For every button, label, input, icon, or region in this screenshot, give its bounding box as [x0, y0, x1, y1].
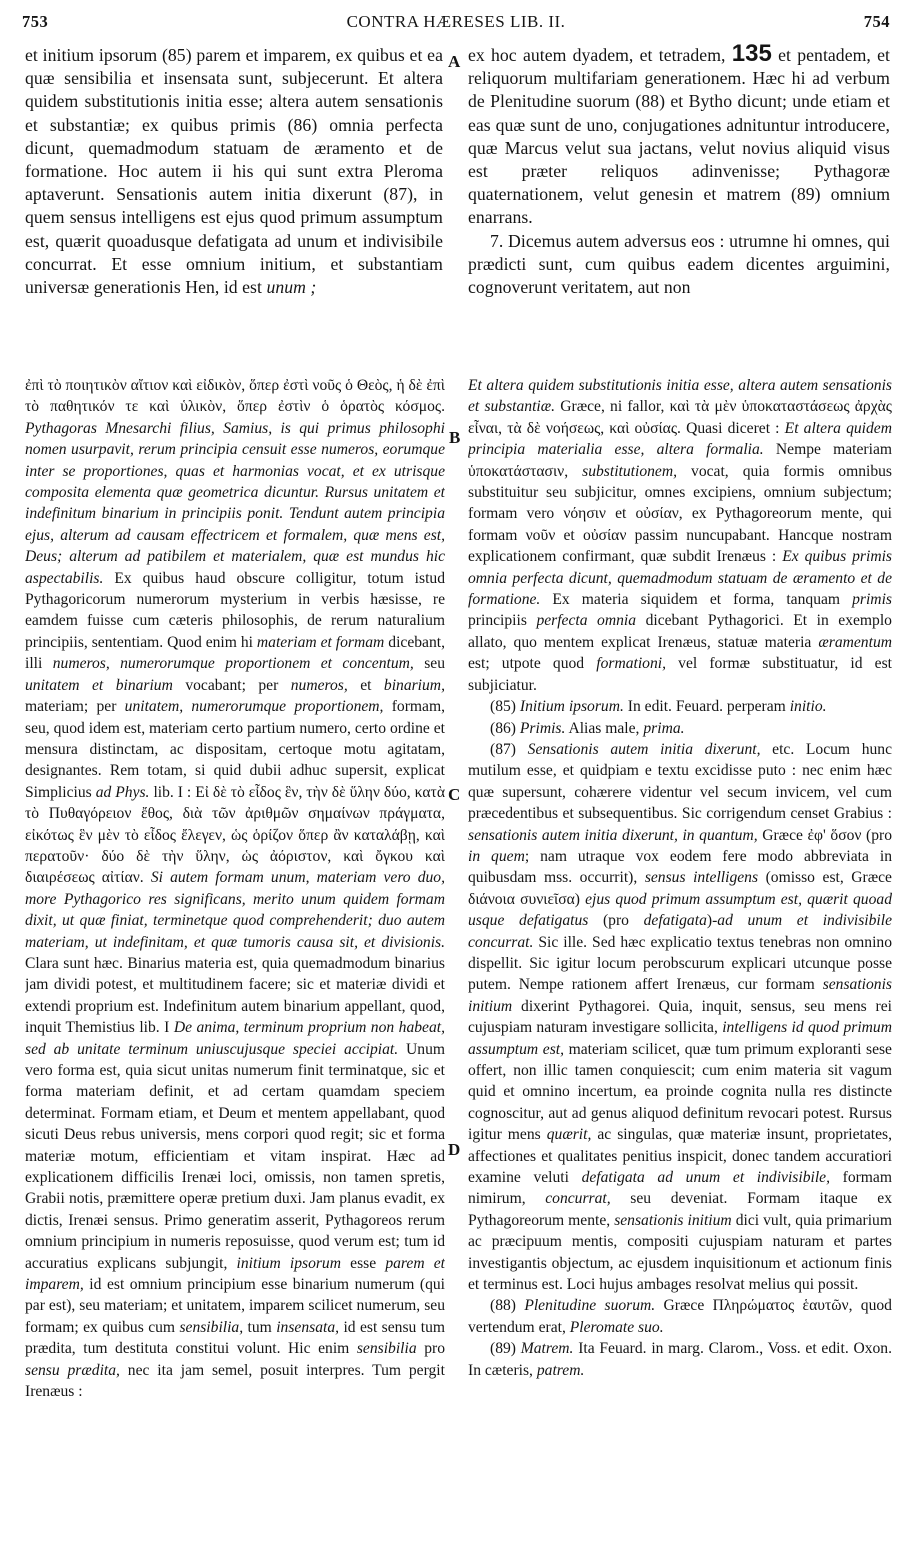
note-text: vocabant; per: [185, 676, 279, 694]
footnote-number: (89): [490, 1340, 516, 1358]
note-italic: sensationis initium: [468, 976, 892, 1015]
footnote-86: [468, 718, 892, 739]
notes-right-column: [468, 375, 892, 1381]
note-italic: primis: [852, 591, 892, 609]
note-text: id est omnium principium esse binarium numerum (qui par est), seu materiam; et unitatem, imparem scilicet numerum, seu formam; ex quibus cum: [25, 1276, 445, 1336]
note-italic: prima.: [643, 719, 685, 737]
main-text-paragraph: [25, 44, 443, 299]
note-text: pro: [424, 1340, 445, 1358]
notes-left-column: [25, 375, 445, 1403]
note-text: materiam; per: [25, 698, 117, 716]
note-italic: Et altera quidem principia materialia esse, altera formalia.: [468, 419, 892, 459]
footnote-number: (86): [490, 719, 516, 737]
note-italic: Matrem.: [520, 1340, 574, 1358]
note-italic: concurrat,: [545, 1190, 611, 1208]
note-text: Alias male,: [568, 719, 640, 737]
note-italic: unitatem et binarium: [25, 676, 173, 694]
note-text: seu: [424, 655, 445, 673]
main-text: et pentadem, et reliquorum multifariam generationem. Hæc hi ad verbum de Plenitudine suorum (88) et Bytho dicunt; unde etiam et eas quæ sunt de uno, conjugationes adnituntur introducere, quæ Marcus velut sua jactans, velut novius aliquid visus est præter reliquos adinvenisse; Pythagoræ quaternationem, velut genesin et matrem (89) omnium enarrans.: [468, 45, 890, 228]
note-italic: sensationis autem initia dixerunt, in quantum,: [468, 826, 758, 844]
note-text: dicebant Pythagorici. Et in exemplo allato, quo mentem explicat Irenæus, statuæ materia: [468, 612, 892, 651]
note-text: (omisso est, Græce διάνοια συνιεῖσα): [468, 869, 892, 908]
note-italic: Et altera quidem substitutionis initia esse, altera autem sensationis et substantiæ.: [468, 377, 892, 416]
note-italic: sensibilia,: [179, 1318, 244, 1336]
note-text: lib. I : Εἰ δὲ τὸ εἶδος ἓν, τὴν δὲ ὕλην δύο, κατὰ τὸ Πυθαγόρειον ἔθος, διὰ τῶν ἀριθμῶν σημαίνων πράγματα, εἰκότως ἓν μὲν τὸ εἶδος ἔλεγεν, ὡς ὁρίζον ὅπερ ἂν καταλάβῃ, καὶ περατοῦν· δύο δὲ τὴν ὕλην, ὡς ἀόριστον, καὶ ὄγκου καὶ διαιρέσεως αἰτίαν.: [25, 783, 445, 887]
note-text: Sic ille. Sed hæc explicatio textus tenebras non omnino dispellit. Sic igitur locum perobscurum explicari utcunque posse putem. Nempe rationem affert Irenæus, cur formam: [468, 933, 892, 994]
note-text: (pro: [602, 912, 629, 930]
footnote-85: [468, 696, 892, 717]
footnote-number: (87): [490, 740, 516, 758]
note-text: ; nam utraque vox eodem fere modo abbreviata in quibusdam mss. occurrit),: [468, 847, 892, 887]
note-italic: De anima, terminum proprium non habeat, sed ab unitate terminum uniuscujusque speciei accipiat.: [25, 1019, 445, 1058]
note-italic: sensus intelligens: [644, 869, 759, 887]
footnote-88: [468, 1295, 892, 1338]
note-italic: defatigata ad unum et indivisibile,: [581, 1169, 830, 1187]
note-text: materiam scilicet, quæ tum primum exploranti sese offert, non illic tamen conquiescit; cum enim materia sit vagum quid et omnino incertum, ea proinde cognita nulla res distincte cognoscitur, aut ad genus aliquod definitum revocari potest. Rursus igitur mens: [468, 1040, 892, 1144]
note-italic: unitatem, numerorumque proportionem,: [124, 698, 384, 716]
note-italic: ejus quod primum assumptum est, quærit quoad usque defatigatus: [468, 890, 892, 930]
note-italic: sensationis initium: [614, 1211, 732, 1229]
note-text: et: [360, 676, 372, 694]
note-italic: ad unum et indivisibile concurrat.: [468, 912, 892, 951]
note-text: Græce ἐφ' ὅσον (pro: [762, 826, 892, 844]
note-text: nec ita jam semel, posuit interpres. Tum pergit Irenæus :: [25, 1361, 445, 1401]
note-text: est; utpote quod: [468, 655, 585, 673]
note-text: Ex quibus haud obscure colligitur, totum istud Pythagoricorum numerorum mysterium in verbis hæsisse, re eamdem fuisse cum cæteris philosophis, de rerum naturalium principiis, sententiam. Quod enim hi: [25, 569, 445, 651]
main-text: ex hoc autem dyadem, et tetradem,: [468, 45, 726, 65]
note-italic: perfecta omnia: [536, 612, 637, 630]
note-text: formam nimirum,: [468, 1169, 892, 1208]
margin-letter-a: A: [448, 52, 461, 71]
note-italic: Sensationis autem initia dixerunt,: [527, 740, 761, 758]
note-text: Unum vero forma est, quia sicut unitas numerum finit terminatque, sic et forma materiam definit, et ad certam quamdam speciem determinat. Formam etiam, et Deum et mentem appellabant, quod sicuti Deus rebus universis, mens corpori quod regit; sic et forma materiæ motum, efficientiam et vitam inspirat. Hæc ad explicationem difficilis Irenæi loci, omissis, non tamen spretis, Grabii notis, præmittere operæ pretium duxi. Jam planus evadit, ex dictis, Irenæi sensus. Primo generatim asserit, Pythagoreos rerum omnium principium in numeris reposuisse, quod verum est; tum id accuratius explicans subjungit,: [25, 1040, 445, 1272]
note-text: etc. Locum hunc mutilum esse, et quidpiam e textu excidisse puto : nec enim hæc quæ supersunt, cohærere videntur vel secum invicem, vel cum præcedentibus et subsequentibus. Sic corrigendum censet Grabius :: [468, 740, 892, 823]
note-text: dici vult, quia primarium ac præcipuum mentis, compositi cujuspiam naturam et partes investigantis objectum, ac ejusdem inquisitionum et actionum finis et terminus est. Loci hujus ambages resolvat melius qui possit.: [468, 1211, 892, 1294]
note-italic: Pythagoras Mnesarchi filius, Samius, is qui primus philosophi nomen usurpavit, rerum principia censuit esse numeros, eorumque inter se proportiones, quas et harmonias vocat, et ex utrisque composita elementa quæ geometrica dicuntur. Rursus unitatem et indefinitum binarium in principiis ponit. Tendunt autem principia ejus, alterum ad causam effectricem et formalem, quæ mens est, Deus; alterum ad patibilem et materialem, quæ est mundus hic aspectabilis.: [25, 419, 445, 587]
note-italic: initio.: [789, 698, 827, 716]
note-italic: formationi,: [596, 655, 667, 673]
note-italic: æramentum: [818, 633, 892, 651]
footnote-87: [468, 739, 892, 1296]
running-head: [22, 8, 890, 38]
note-text: Ita Feuard. in marg. Clarom., Voss. et edit. Oxon. In cæteris,: [468, 1340, 892, 1379]
note-italic: insensata,: [276, 1318, 340, 1336]
note-italic: numeros, numerorumque proportionem et concentum,: [52, 655, 414, 673]
note-text: Nempe materiam ὑποκατάστασιν,: [468, 441, 892, 480]
note-text: vocat, quia formis omnibus substituitur seu subjicitur, omnes excipiens, omnium subjectum; formam vero νόησιν et οὐσίαν, ex Pythagoreorum mente, qui formam νοῦν et οὐσίαν passim nuncupabant. Hancque nostram explicationem confirmant, quæ subdit Irenæus :: [468, 462, 892, 566]
note-italic: numeros,: [290, 676, 348, 694]
section-7-paragraph: [468, 230, 890, 300]
margin-letter-b: B: [449, 428, 461, 447]
note-text: seu deveniat. Formam itaque ex Pythagoreorum mente,: [468, 1190, 892, 1229]
note-text: principiis: [468, 612, 527, 630]
note-text: ἐπὶ τὸ ποιητικὸν αἴτιον καὶ εἰδικὸν, ὅπερ ἐστὶ νοῦς ὁ Θεὸς, ἡ δὲ ἐπὶ τὸ παθητικόν τε καὶ ὑλικὸν, ὅπερ ἐστὶν ὁ ὁρατὸς κόσμος.: [25, 377, 445, 416]
note-italic: Initium ipsorum.: [519, 698, 624, 716]
note-italic: intelligens id quod primum assumptum est,: [468, 1019, 892, 1058]
note-text: )-: [706, 912, 718, 930]
note-italic: quærit,: [546, 1126, 592, 1144]
note-italic: defatigata: [643, 912, 707, 930]
note-italic: in quem: [468, 847, 525, 865]
page-number-right: 754: [863, 12, 890, 31]
main-text-left-column: [25, 44, 443, 299]
page-number-left: 753: [22, 12, 49, 31]
note-italic: binarium,: [383, 676, 445, 694]
note-italic: sensu prædita,: [25, 1361, 120, 1379]
note-text: Græce Πληρώματος ἑαυτῶν, quod vertendum erat,: [468, 1297, 892, 1336]
note-text: ac singulas, quæ materiæ insunt, proprietates, affectiones et qualitates penitius inspicit, donec tandem accuratiori examine veluti: [468, 1126, 892, 1187]
note-italic: Ex quibus primis omnia perfecta dicunt, quemadmodum statuam de æramento et de formatione.: [468, 548, 892, 609]
note-italic: Si autem formam unum, materiam vero duo, more Pythagorico res significans, merito unum quidem formam dixit, ut quæ finiat, terminetque quod comprehenderit; duo autem materiam, ut indefinitam, et quæ tumoris causa sit, et divisionis.: [25, 869, 445, 951]
main-text: 7. Dicemus autem adversus eos : utrumne hi omnes, qui prædicti sunt, cum quibus eadem dicentes arguimini, cognoverunt veritatem, aut non: [468, 230, 890, 298]
note-italic: Pleromate suo.: [569, 1318, 664, 1336]
main-text: et initium ipsorum (85) parem et imparem, ex quibus et ea quæ sensibilia et insensata sunt, subjecerunt. Et altera quidem substitutionis initia esse; altera autem sensationis et substantiæ; ex quibus primis (86) omnia perfecta dicunt, quemadmodum statuam de æramento et de formatione. Hoc autem ii his qui sunt extra Pleroma aptaverunt. Sensationis autem initia dixerunt (87), in quem sensus intelligens est ejus quod primum assumptum est, quærit quoadusque defatigata ad unum et indivisibile concurrat. Et esse omnium initium, et substantiam universæ generationis Hen, id est: [25, 45, 443, 298]
margin-letter-c: C: [448, 785, 461, 804]
note-text: Ex materia siquidem et forma, tanquam: [552, 591, 841, 609]
main-text-paragraph: [468, 44, 890, 230]
note-text: Græce, ni fallor, καὶ τὰ μὲν ὑποκαταστάσεως ἀρχὰς εἶναι, τὰ δὲ νοήσεως, καὶ οὐσίας. Quasi diceret :: [468, 398, 892, 437]
footnote-number: (88): [490, 1297, 516, 1315]
note-text: Clara sunt hæc. Binarius materia est, quia quemadmodum binarius jam dividi potest, et multitudinem facere; sic et materiæ dividi et extendi proprium est. Indefinitum autem binarium appellant, quod, inquit Themistius lib. I: [25, 954, 445, 1037]
note-text: dicebant, illi: [25, 633, 445, 673]
note-italic: ad Phys.: [95, 783, 150, 801]
note-text: tum: [247, 1318, 272, 1336]
footnote-89: [468, 1338, 892, 1381]
note-italic: sensibilia: [356, 1340, 417, 1358]
commentary-paragraph: [25, 375, 445, 1403]
note-text: id est sensu tum prædita, tum destituta constitui volunt. Hic enim: [25, 1318, 445, 1358]
note-italic: materiam et formam: [256, 633, 385, 651]
note-text: In edit. Feuard. perperam: [627, 698, 786, 716]
commentary-paragraph: [468, 375, 892, 696]
note-italic: Plenitudine suorum.: [524, 1297, 656, 1315]
note-italic: Primis.: [519, 719, 566, 737]
note-text: formam, seu, quod idem est, materiam certo partium numero, certo ordine et mensura distinctam, ac dispositam, certoque motu agitatam, designantes. Rem totam, si quid dubii adhuc supersit, explicat Simplicius: [25, 698, 445, 801]
main-text-emphasis: unum ;: [266, 277, 317, 298]
main-text-right-column: [468, 44, 890, 299]
margin-letter-d: D: [448, 1140, 461, 1159]
note-italic: parem et imparem,: [25, 1254, 445, 1294]
column-number: 135: [731, 44, 772, 67]
note-text: dixerint Pythagorei. Quia, inquit, sensus, seu mens rei cujuspiam naturam investigare sollicita,: [468, 997, 892, 1037]
note-text: vel formæ substituatur, id est subjiciatur.: [468, 655, 892, 694]
running-title: CONTRA HÆRESES LIB. II.: [346, 12, 566, 31]
footnote-number: (85): [490, 698, 516, 716]
note-text: esse: [350, 1254, 377, 1272]
note-italic: initium ipsorum: [236, 1254, 341, 1272]
note-italic: substitutionem,: [582, 462, 678, 480]
note-italic: patrem.: [536, 1361, 585, 1379]
